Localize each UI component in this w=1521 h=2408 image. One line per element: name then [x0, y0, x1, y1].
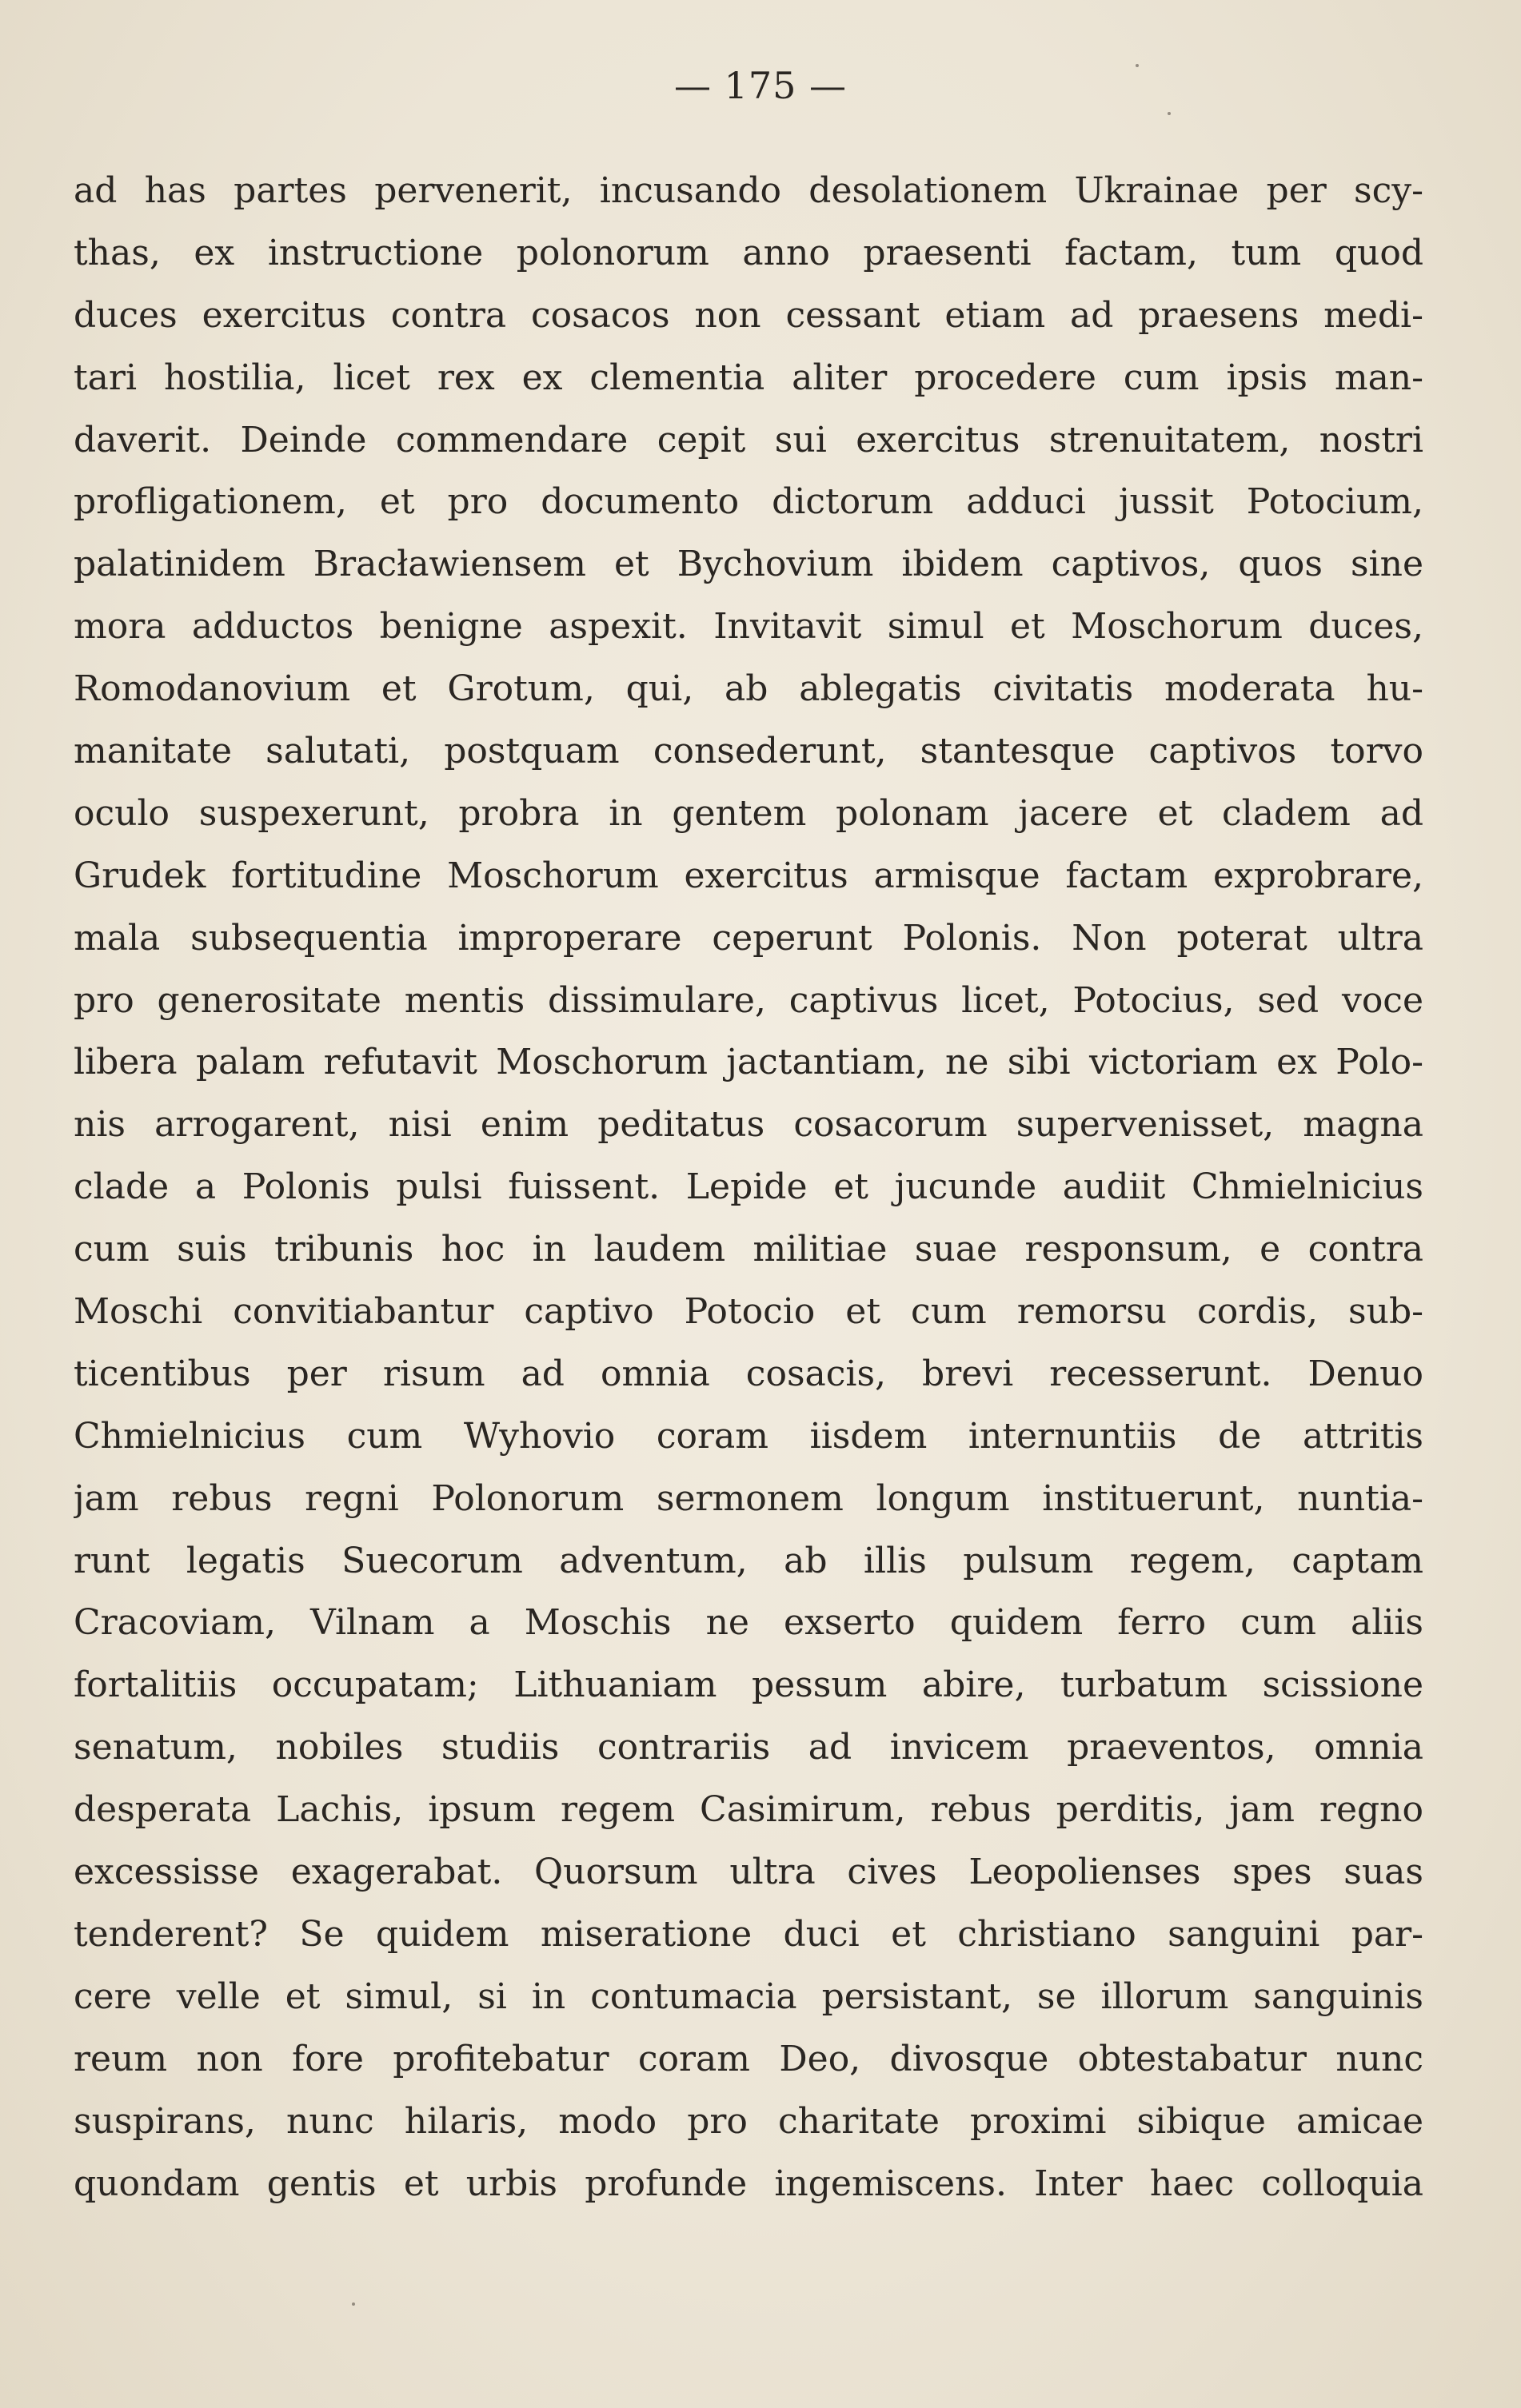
page-number: — 175 — — [673, 64, 848, 107]
text-line: thas, ex instructione polonorum anno praesenti factam, tum quod — [74, 232, 1423, 273]
text-line: runt legatis Suecorum adventum, ab illis pulsum regem, captam — [74, 1540, 1423, 1581]
text-line: Cracoviam, Vilnam a Moschis ne exserto quidem ferro cum aliis — [74, 1602, 1423, 1644]
text-line: duces exercitus contra cosacos non cessant etiam ad praesens medi- — [74, 294, 1423, 336]
text-line: cere velle et simul, si in contumacia persistant, se illorum sanguinis — [74, 1975, 1423, 2017]
text-line: nis arrogarent, nisi enim peditatus cosacorum supervenisset, magna — [74, 1104, 1423, 1146]
body-text — [74, 160, 1423, 2215]
text-line: senatum, nobiles studiis contrariis ad invicem praeventos, omnia — [74, 1727, 1423, 1768]
text-line: quondam gentis et urbis profunde ingemiscens. Inter haec colloquia — [74, 2163, 1423, 2204]
text-line: tari hostilia, licet rex ex clementia aliter procedere cum ipsis man- — [74, 357, 1423, 398]
paper-speck — [1136, 64, 1139, 67]
text-line: clade a Polonis pulsi fuissent. Lepide et jucunde audiit Chmielnicius — [74, 1166, 1423, 1208]
text-line: palatinidem Bracławiensem et Bychovium ibidem captivos, quos sine — [74, 544, 1423, 585]
text-line: ticentibus per risum ad omnia cosacis, brevi recesserunt. Denuo — [74, 1353, 1423, 1394]
text-line: daverit. Deinde commendare cepit sui exercitus strenuitatem, nostri — [74, 419, 1423, 460]
text-line: pro generositate mentis dissimulare, captivus licet, Potocius, sed voce — [74, 979, 1423, 1021]
text-line: tenderent? Se quidem miseratione duci et christiano sanguini par- — [74, 1913, 1423, 1955]
text-line: oculo suspexerunt, probra in gentem polonam jacere et cladem ad — [74, 792, 1423, 834]
text-line: reum non fore profitebatur coram Deo, divosque obtestabatur nunc — [74, 2038, 1423, 2079]
text-line: mora adductos benigne aspexit. Invitavit simul et Moschorum duces, — [74, 606, 1423, 648]
text-line: ad has partes pervenerit, incusando desolationem Ukrainae per scy- — [74, 170, 1423, 211]
text-line: profligationem, et pro documento dictorum adduci jussit Potocium, — [74, 481, 1423, 523]
text-line: Grudek fortitudine Moschorum exercitus armisque factam exprobrare, — [74, 855, 1423, 896]
text-line: Romodanovium et Grotum, qui, ab ablegatis civitatis moderata hu- — [74, 668, 1423, 710]
text-line: Chmielnicius cum Wyhovio coram iisdem internuntiis de attritis — [74, 1415, 1423, 1457]
text-line: manitate salutati, postquam consederunt, stantesque captivos torvo — [74, 731, 1423, 772]
paper-speck — [352, 2302, 355, 2306]
text-line: desperata Lachis, ipsum regem Casimirum, rebus perditis, jam regno — [74, 1789, 1423, 1831]
text-line: mala subsequentia improperare ceperunt Polonis. Non poterat ultra — [74, 917, 1423, 959]
text-line: fortalitiis occupatam; Lithuaniam pessum abire, turbatum scissione — [74, 1664, 1423, 1706]
text-line: Moschi convitiabantur captivo Potocio et cum remorsu cordis, sub- — [74, 1291, 1423, 1333]
text-line: suspirans, nunc hilaris, modo pro charitate proximi sibique amicae — [74, 2100, 1423, 2142]
text-line: jam rebus regni Polonorum sermonem longum instituerunt, nuntia- — [74, 1477, 1423, 1519]
paper-speck — [1168, 112, 1171, 115]
text-line: cum suis tribunis hoc in laudem militiae suae responsum, e contra — [74, 1229, 1423, 1270]
text-line: libera palam refutavit Moschorum jactantiam, ne sibi victoriam ex Polo- — [74, 1042, 1423, 1083]
text-line: excessisse exagerabat. Quorsum ultra cives Leopolienses spes suas — [74, 1852, 1423, 1893]
